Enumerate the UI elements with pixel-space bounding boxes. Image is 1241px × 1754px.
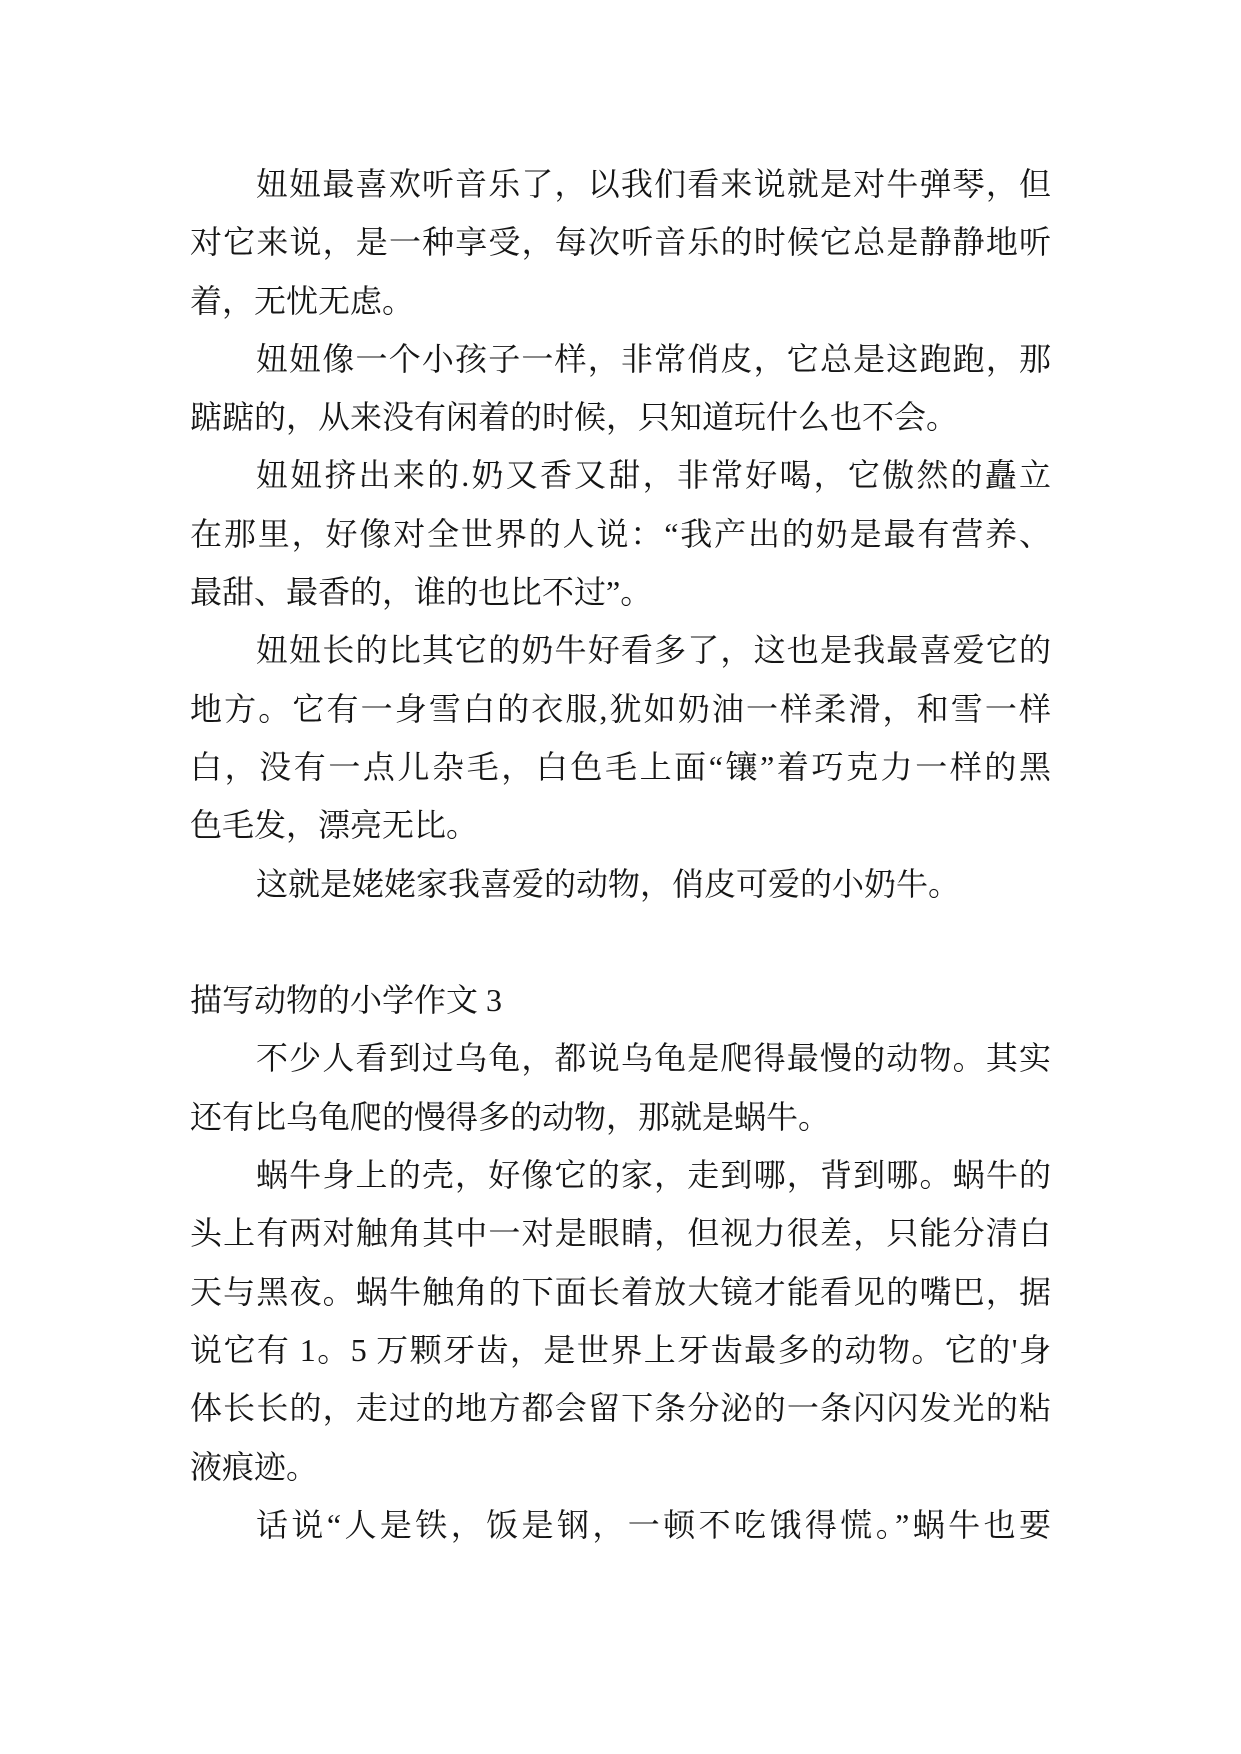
- text-line: 白，没有一点儿杂毛，白色毛上面“镶”着巧克力一样的黑: [190, 748, 1051, 785]
- text-line: 踮踮的，从来没有闲着的时候，只知道玩什么也不会。: [190, 399, 959, 436]
- text-line: 蜗牛身上的壳，好像它的家，走到哪，背到哪。蜗牛的: [256, 1157, 1051, 1194]
- text-line: 妞妞挤出来的.奶又香又甜，非常好喝，它傲然的矗立: [256, 457, 1051, 494]
- text-line: 最甜、最香的，谁的也比不过”。: [190, 574, 653, 611]
- paragraph: [190, 446, 1051, 621]
- blank-line: [190, 913, 1051, 971]
- text-line: 这就是姥姥家我喜爱的动物，俏皮可爱的小奶牛。: [256, 865, 961, 902]
- text-line: 妞妞像一个小孩子一样，非常俏皮，它总是这跑跑，那: [256, 340, 1051, 377]
- text-line: 妞妞长的比其它的奶牛好看多了，这也是我最喜爱它的: [256, 632, 1051, 669]
- text-line: 还有比乌龟爬的慢得多的动物，那就是蜗牛。: [190, 1098, 831, 1135]
- paragraph: [190, 621, 1051, 854]
- paragraph: [190, 155, 1051, 330]
- text-line: 话说“人是铁，饭是钢，一顿不吃饿得慌。”蜗牛也要: [256, 1506, 1051, 1543]
- text-line: 地方。它有一身雪白的衣服,犹如奶油一样柔滑，和雪一样: [190, 690, 1051, 727]
- text-line: 体长长的，走过的地方都会留下条分泌的一条闪闪发光的粘: [190, 1390, 1051, 1427]
- text-line: 色毛发，漂亮无比。: [190, 807, 479, 844]
- paragraph: [190, 855, 1051, 913]
- text-line: 液痕迹。: [190, 1448, 319, 1485]
- document-body: [190, 155, 1051, 1554]
- text-line: 着，无忧无虑。: [190, 282, 415, 319]
- text-line: 不少人看到过乌龟，都说乌龟是爬得最慢的动物。其实: [256, 1040, 1051, 1077]
- paragraph: [190, 1029, 1051, 1146]
- text-line: 头上有两对触角其中一对是眼睛，但视力很差，只能分清白: [190, 1215, 1051, 1252]
- paragraph: [190, 1146, 1051, 1496]
- text-line: 天与黑夜。蜗牛触角的下面长着放大镜才能看见的嘴巴，据: [190, 1273, 1051, 1310]
- paragraph: [190, 330, 1051, 447]
- text-line: 对它来说，是一种享受，每次听音乐的时候它总是静静地听: [190, 224, 1051, 261]
- section-heading: 描写动物的小学作文 3: [190, 982, 503, 1019]
- text-line: 妞妞最喜欢听音乐了，以我们看来说就是对牛弹琴，但: [256, 166, 1051, 202]
- paragraph: [190, 1496, 1051, 1554]
- text-line: 说它有 1。5 万颗牙齿，是世界上牙齿最多的动物。它的'身: [190, 1331, 1051, 1368]
- text-line: 在那里，好像对全世界的人说：“我产出的奶是最有营养、: [190, 515, 1051, 552]
